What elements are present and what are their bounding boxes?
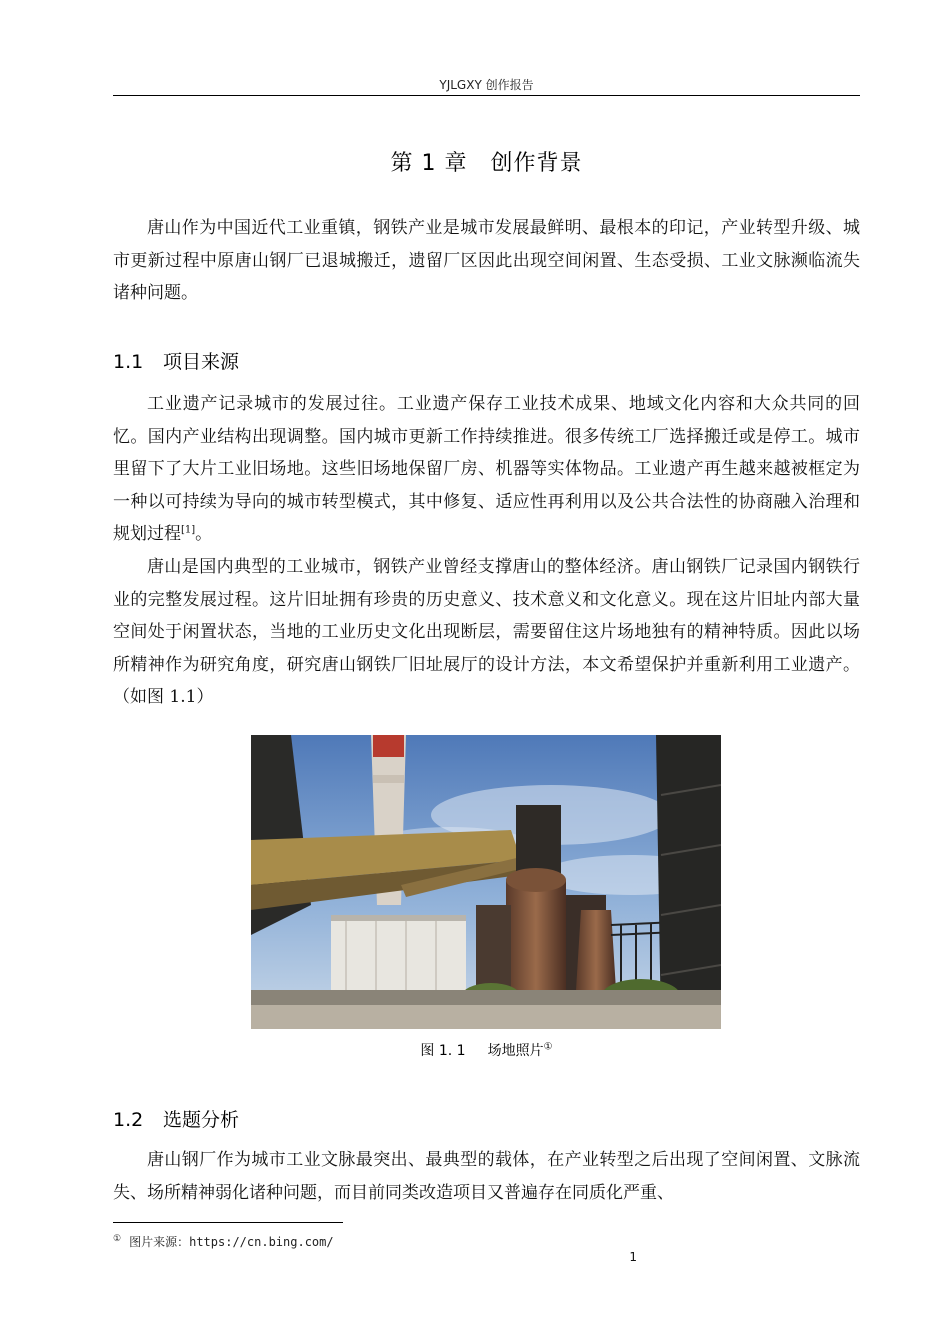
section-1-2-paragraph-1: 唐山钢厂作为城市工业文脉最突出、最典型的载体，在产业转型之后出现了空间闲置、文脉流失、场所精神弱化诸种问题，而目前同类改造项目又普遍存在同质化严重、 — [113, 1150, 860, 1203]
figure-label: 图 1. 1 — [420, 1043, 466, 1059]
citation-link[interactable]: [1] — [181, 524, 196, 536]
figure-caption-text: 场地照片 — [487, 1043, 544, 1059]
paragraph-end: 。 — [195, 524, 213, 544]
page-number: 1 — [629, 1250, 637, 1264]
section-1-1-paragraph-2: 唐山是国内典型的工业城市，钢铁产业曾经支撑唐山的整体经济。唐山钢铁厂记录国内钢铁行业的完整发展过程。这片旧址拥有珍贵的历史意义、技术意义和文化意义。现在这片旧址内部大量空间处于闲置状态，当地的工业历史文化出现断层，需要留住这片场地独有的精神特质。因此以场所精神作为研究角度，研究唐山钢铁厂旧址展厅的设计方法，本文希望保护并重新利用工业遗产。（如图 1.1） — [113, 557, 860, 707]
section-title: 选题分析 — [163, 1109, 240, 1131]
section-heading-1-2 — [113, 1105, 239, 1132]
steel-plant-photo-illustration — [251, 735, 721, 1029]
header-divider — [113, 95, 860, 96]
site-photo — [251, 735, 721, 1029]
footnote-url-link[interactable]: https://cn.bing.com/ — [189, 1235, 334, 1249]
section-1-1-paragraph-1 — [113, 388, 860, 551]
section-title: 项目来源 — [163, 351, 240, 373]
section-number: 1.1 — [113, 351, 144, 373]
footnote-label: 图片来源： — [129, 1235, 190, 1249]
footnote — [113, 1233, 334, 1250]
figure-caption — [113, 1040, 860, 1060]
footnote-reference[interactable]: ① — [543, 1041, 553, 1053]
section-number: 1.2 — [113, 1109, 144, 1131]
footnote-mark: ① — [113, 1234, 122, 1244]
footnote-divider — [113, 1222, 343, 1223]
chapter-title: 第 1 章 创作背景 — [390, 151, 583, 176]
section-heading-1-1 — [113, 347, 239, 374]
paragraph-text: 工业遗产记录城市的发展过往。工业遗产保存工业技术成果、地域文化内容和大众共同的回忆。国内产业结构出现调整。国内城市更新工作持续推进。很多传统工厂选择搬迁或是停工。城市里留下了大片工业旧场地。这些旧场地保留厂房、机器等实体物品。工业遗产再生越来越被框定为一种以可持续为导向的城市转型模式，其中修复、适应性再利用以及公共合法性的协商融入治理和规划过程 — [113, 394, 860, 544]
intro-paragraph: 唐山作为中国近代工业重镇，钢铁产业是城市发展最鲜明、最根本的印记，产业转型升级、城市更新过程中原唐山钢厂已退城搬迁，遗留厂区因此出现空间闲置、生态受损、工业文脉濒临流失诸种问题。 — [113, 218, 860, 303]
running-header: YJLGXY 创作报告 — [439, 78, 534, 92]
